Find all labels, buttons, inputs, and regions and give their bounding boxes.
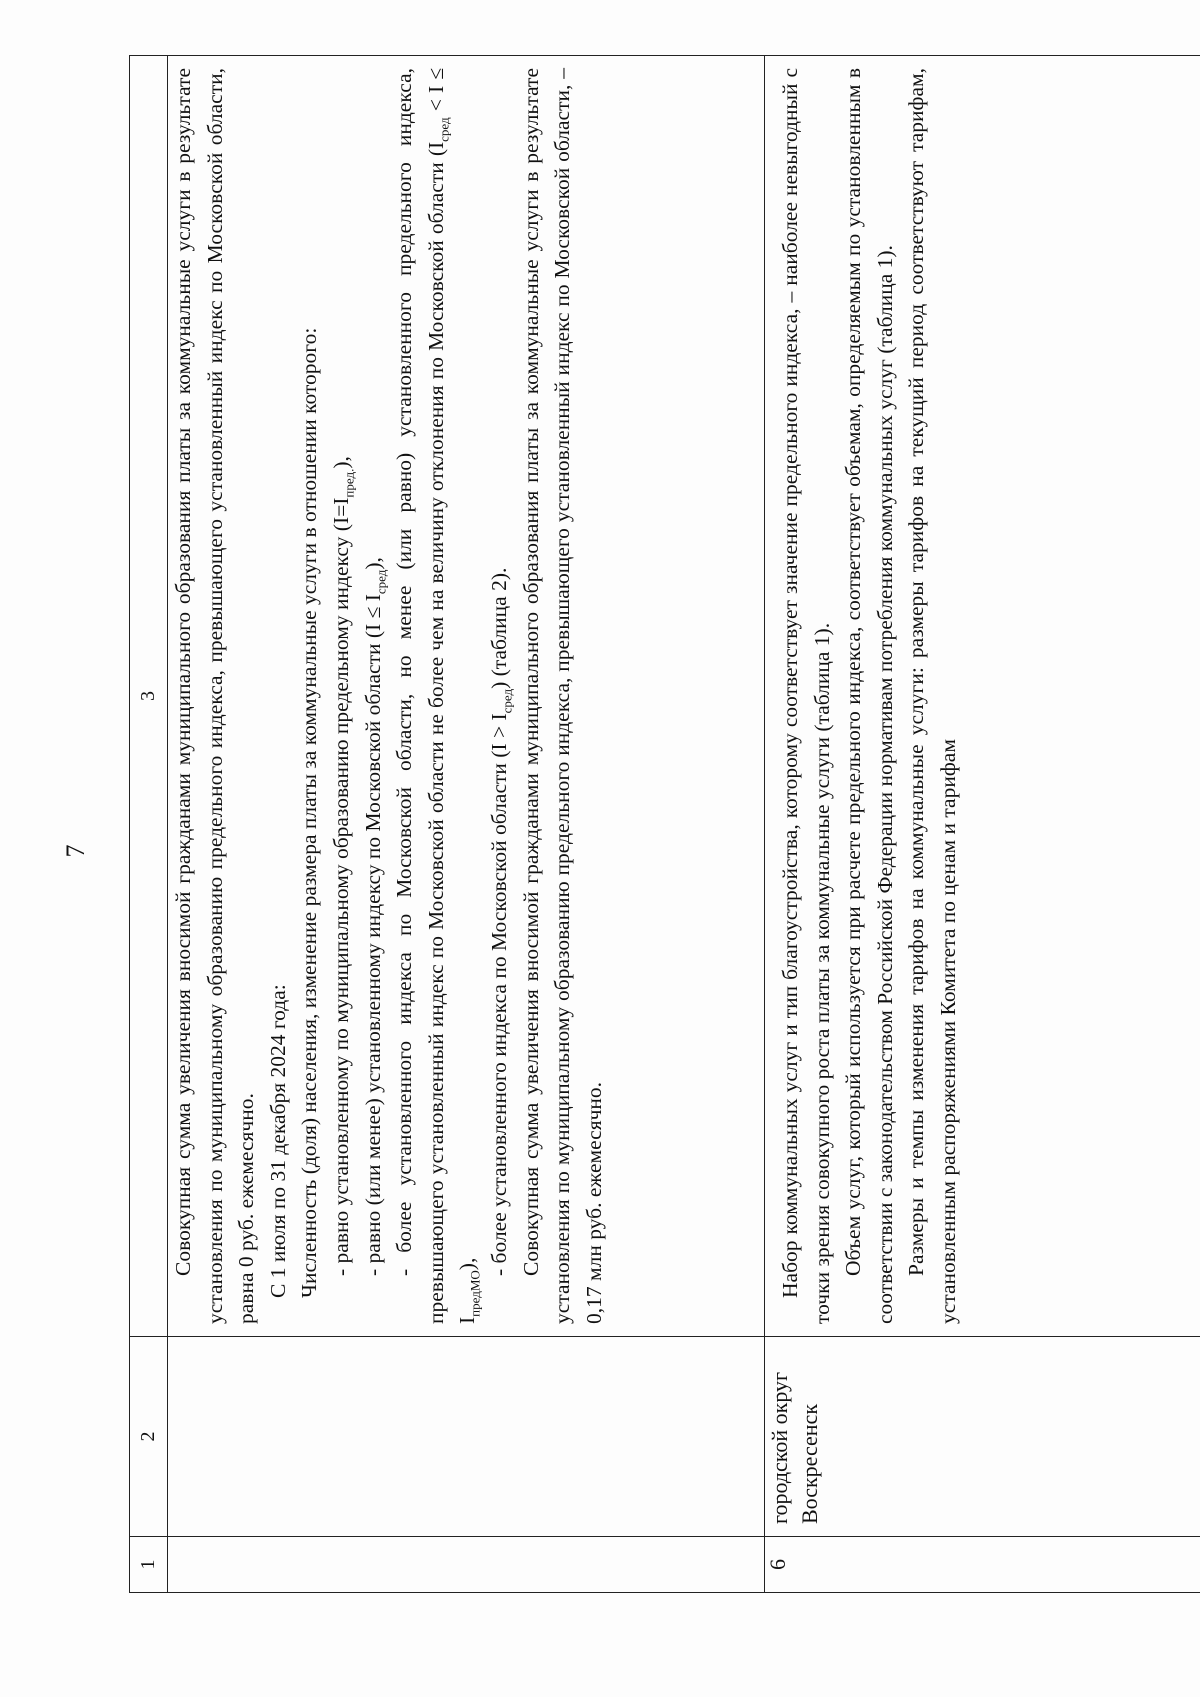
bullet-text: - более установленного индекса по Московской области (I > I <box>486 713 511 1276</box>
bullet-text: < I ≤ I <box>423 68 480 1324</box>
bullet-text: - более установленного индекса по Московской области, но менее (или равно) установленного предельного индекса, превышающего установленный индекс по Московской области не более чем на величину отклонения по Московской области (I <box>392 68 448 1324</box>
subscript: сред <box>436 117 452 142</box>
table-row <box>765 56 1200 1593</box>
subscript: сред <box>499 688 515 714</box>
rotated-table-inner <box>129 56 1200 1593</box>
paragraph: Размеры и темпы изменения тарифов на коммунальные услуги: размеры тарифов на текущий период соответствуют тарифам, установленным распоряжениями Комитета по ценам и тарифам <box>904 68 960 1324</box>
row-territory <box>168 1337 765 1537</box>
subscript: предМО <box>467 1270 483 1317</box>
row-number <box>168 1537 765 1593</box>
row-description <box>765 56 1200 1337</box>
bullet-text: - равно (или менее) установленному индексу по Московской области (I ≤ I <box>360 594 385 1276</box>
paragraph: Набор коммунальных услуг и тип благоустройства, которому соответствует значение предельного индекса, – наиболее невыгодный с точки зрения совокупного роста платы за коммунальные услуги (таблица 1). <box>778 68 834 1324</box>
bullet-item <box>358 68 390 1324</box>
paragraph: Объем услуг, который используется при расчете предельного индекса, соответствует объемам, определяемым по установленным в соответствии с законодательством Российской Федерации нормативам потребления коммунальных услуг (таблица 1). <box>841 68 897 1324</box>
subscript: сред <box>372 569 388 595</box>
bullet-text: ) (таблица 2). <box>486 567 511 689</box>
bullet-text: ), <box>328 456 353 469</box>
row-description <box>168 56 765 1337</box>
paragraph: Совокупная сумма увеличения вносимой гражданами муниципального образования платы за коммунальные услуги в результате установления по муниципальному образованию предельного индекса, превышающего установленный индекс по Московской области, равна 0 руб. ежемесячно. <box>171 68 259 1324</box>
bullet-item <box>326 68 358 1324</box>
page-number: 7 <box>61 844 90 858</box>
header-col-1: 1 <box>130 1537 168 1593</box>
paragraph: Численность (доля) населения, изменение размера платы за коммунальные услуги в отношении которого: <box>297 327 322 1298</box>
bullet-text: - равно установленному по муниципальному образованию предельному индексу (I=I <box>328 497 353 1276</box>
table-row <box>168 56 765 1593</box>
bullet-text: ), <box>455 1257 480 1271</box>
bullet-text: ), <box>360 557 385 570</box>
bullet-item <box>484 68 516 1324</box>
row-number: 6 <box>765 1537 1200 1593</box>
header-col-3: 3 <box>130 56 168 1337</box>
subscript: пред. <box>341 468 357 498</box>
index-table <box>129 55 1200 1593</box>
paragraph: Совокупная сумма увеличения вносимой гражданами муниципального образования платы за коммунальные услуги в результате установления по муниципальному образованию предельного индекса, превышающего установленный индекс по Московской области, – 0,17 млн руб. ежемесячно. <box>518 68 606 1324</box>
row-territory: городской округ Воскресенск <box>765 1337 1200 1537</box>
paragraph: С 1 июля по 31 декабря 2024 года: <box>265 984 290 1298</box>
rotated-table-area <box>129 56 1200 1593</box>
table-header-row <box>130 56 168 1593</box>
header-col-2: 2 <box>130 1337 168 1537</box>
bullet-item <box>389 68 484 1324</box>
